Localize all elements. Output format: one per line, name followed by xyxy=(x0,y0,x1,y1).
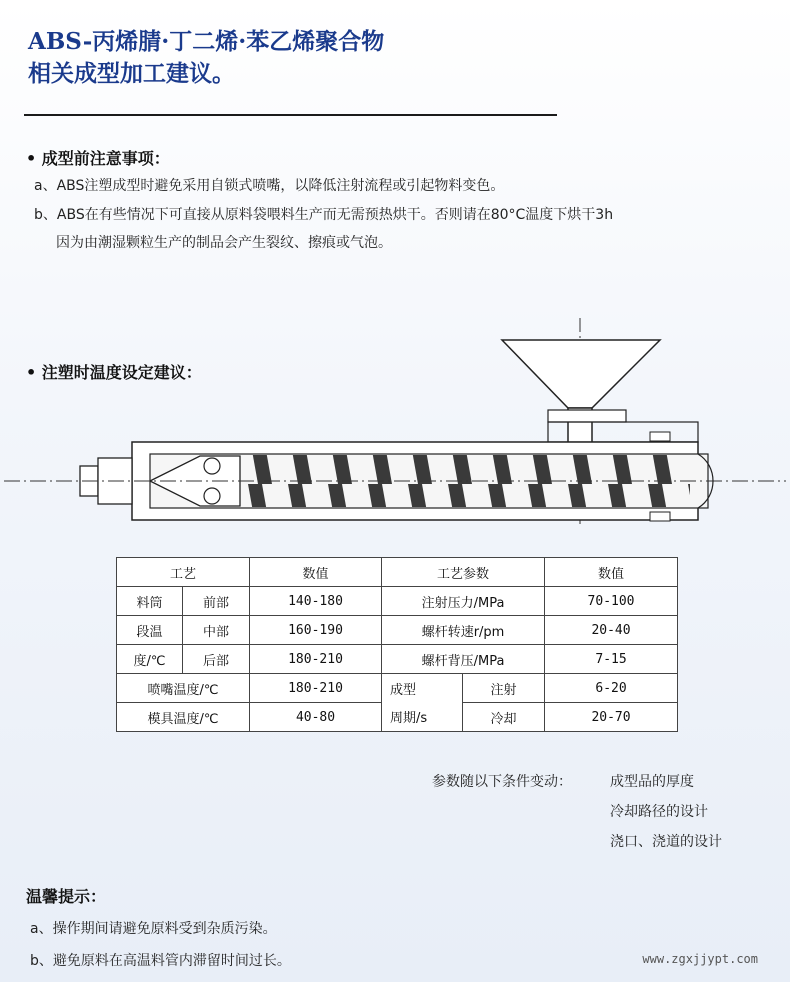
cycle-cool-value: 20-70 xyxy=(545,703,678,732)
cycle-inject-label: 注射 xyxy=(463,674,545,703)
temperature-heading: • 注塑时温度设定建议： xyxy=(26,363,202,382)
barrel-clip-bottom xyxy=(650,512,670,521)
injection-screw-diagram xyxy=(0,316,790,546)
watermark: www.zgxjjypt.com xyxy=(642,952,758,966)
check-ring-top xyxy=(204,458,220,474)
param-back-pressure-value: 7-15 xyxy=(545,645,678,674)
pre-molding-heading: • 成型前注意事项： xyxy=(26,149,170,168)
nozzle-temp-label: 喷嘴温度/℃ xyxy=(117,674,250,703)
condition-item-1: 成型品的厚度 xyxy=(610,774,694,790)
header-process: 工艺 xyxy=(117,558,250,587)
table-row xyxy=(117,703,678,732)
zone-rear: 后部 xyxy=(183,645,250,674)
nozzle-temp-value: 180-210 xyxy=(250,674,382,703)
process-parameter-table xyxy=(116,557,678,732)
param-injection-pressure-value: 70-100 xyxy=(545,587,678,616)
table-row xyxy=(117,616,678,645)
cycle-inject-value: 6-20 xyxy=(545,674,678,703)
condition-item-2: 冷却路径的设计 xyxy=(610,804,708,820)
header-param-value: 数值 xyxy=(545,558,678,587)
header-process-param: 工艺参数 xyxy=(382,558,545,587)
condition-item-3: 浇口、浇道的设计 xyxy=(610,834,722,850)
barrel-clip-top xyxy=(650,432,670,441)
cycle-label-bottom: 周期/s xyxy=(382,703,463,732)
tips-heading: 温馨提示： xyxy=(26,887,107,906)
cycle-label-top: 成型 xyxy=(382,674,463,703)
zone-middle: 中部 xyxy=(183,616,250,645)
barrel-label-3: 度/℃ xyxy=(117,645,183,674)
barrel-label-1: 料筒 xyxy=(117,587,183,616)
header-value: 数值 xyxy=(250,558,382,587)
title-line-1: ABS-丙烯腈·丁二烯·苯乙烯聚合物 xyxy=(28,28,385,55)
pre-molding-item-b: b、ABS在有些情况下可直接从原料袋喂料生产而无需预热烘干。否则请在80°C温度下烘干3h xyxy=(34,207,614,223)
zone-front-value: 140-180 xyxy=(250,587,382,616)
check-ring-bottom xyxy=(204,488,220,504)
cycle-cool-label: 冷却 xyxy=(463,703,545,732)
conditions-lead: 参数随以下条件变动： xyxy=(432,774,572,790)
pre-molding-item-b-cont: 因为由潮湿颗粒生产的制品会产生裂纹、擦痕或气泡。 xyxy=(56,235,392,251)
mold-temp-label: 模具温度/℃ xyxy=(117,703,250,732)
tip-item-a: a、操作期间请避免原料受到杂质污染。 xyxy=(30,921,277,937)
param-injection-pressure: 注射压力/MPa xyxy=(382,587,545,616)
barrel-label-2: 段温 xyxy=(117,616,183,645)
table-row xyxy=(117,587,678,616)
mold-temp-value: 40-80 xyxy=(250,703,382,732)
param-screw-speed-value: 20-40 xyxy=(545,616,678,645)
zone-rear-value: 180-210 xyxy=(250,645,382,674)
pre-molding-item-a: a、ABS注塑成型时避免采用自锁式喷嘴，以降低注射流程或引起物料变色。 xyxy=(34,178,505,194)
table-row xyxy=(117,645,678,674)
zone-front: 前部 xyxy=(183,587,250,616)
page-title xyxy=(28,26,384,90)
table-header-row xyxy=(117,558,678,587)
title-divider xyxy=(24,114,557,116)
zone-middle-value: 160-190 xyxy=(250,616,382,645)
tip-item-b: b、避免原料在高温料管内滞留时间过长。 xyxy=(30,953,291,969)
param-screw-speed: 螺杆转速r/pm xyxy=(382,616,545,645)
hopper-flange xyxy=(548,410,626,422)
title-line-2: 相关成型加工建议。 xyxy=(28,60,235,87)
table-row xyxy=(117,674,678,703)
hopper xyxy=(502,340,660,408)
param-back-pressure: 螺杆背压/MPa xyxy=(382,645,545,674)
